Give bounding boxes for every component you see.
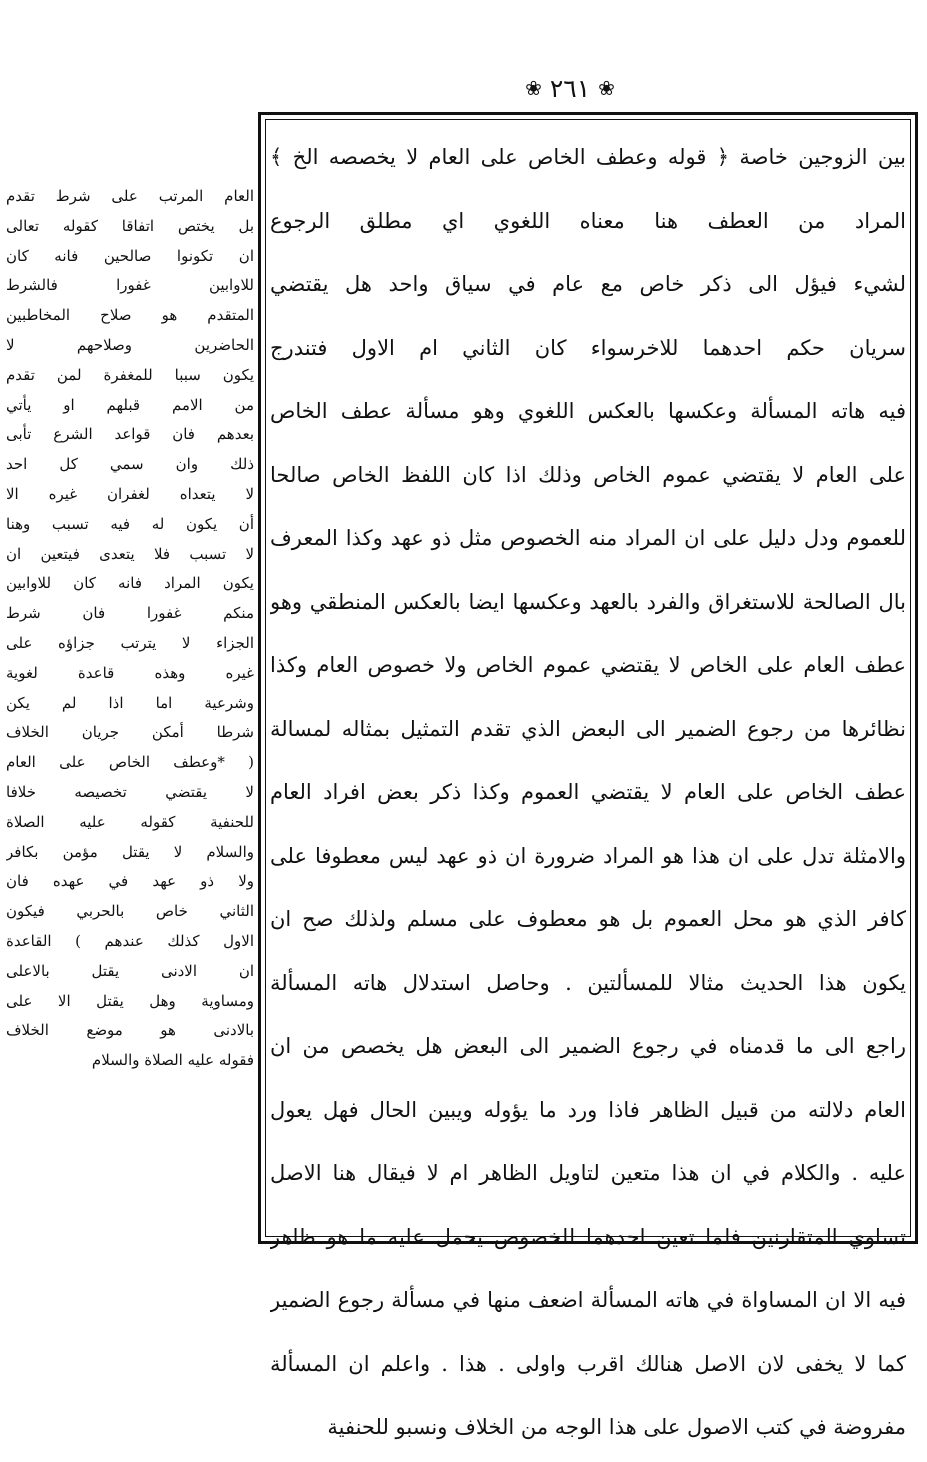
page-number-text: ٢٦١ [549,73,591,103]
main-text-line: بين الزوجين خاصة ﴿ قوله وعطف الخاص على العام لا يخصصه الخ ﴾ [270,145,906,169]
margin-text-line: وشرعية اما اذا لم يكن [6,693,254,712]
margin-text-line: الجزاء لا يترتب جزاؤه على [6,633,254,652]
margin-text-line: الحاضرين وصلاحهم لا [6,335,254,354]
main-text-line: راجع الى ما قدمناه في رجوع الضمير الى البعض هل يخصص من ان [270,1034,906,1058]
main-text-line: العام دلالته من قبيل الظاهر فاذا ورد ما يؤوله ويبين الحال فهل يعول [270,1097,906,1122]
page-number [490,68,650,108]
margin-text-line: أن يكون له فيه تسبب وهنا [6,514,254,533]
margin-text-line: ذلك وان سمي كل احد [6,455,254,474]
margin-text-line: ان الادنى يقتل بالاعلى [6,961,254,980]
margin-text-line: لا يتعداه لغفران غيره الا [6,484,254,503]
main-text-line: فيه الا ان المساواة في هاته المسألة اضعف منها في مسألة رجوع الضمير [270,1288,906,1312]
margin-text-line: بل يختص اتفاقا كقوله تعالى [6,216,254,235]
margin-commentary [6,182,254,1076]
margin-text-line: من الامم قبلهم او يأتي [6,395,254,414]
main-text-line: عطف العام على الخاص لا يقتضي عموم الخاص ولا خصوص العام وكذا [270,653,906,677]
margin-text-line: لا يقتضي تخصيصه خلافا [6,782,254,801]
main-text-line: المراد من العطف هنا معناه اللغوي اي مطلق الرجوع [270,208,906,233]
margin-text-line: منكم غفورا فان شرط [6,604,254,623]
margin-text-line: يكون سببا للمغفرة لمن تقدم [6,365,254,384]
main-text-line: سريان حكم احدهما للاخرسواء كان الثاني ام الاول فتندرج [270,335,906,360]
margin-text-line: ومساوية وهل يقتل الا على [6,991,254,1010]
main-text-line: مفروضة في كتب الاصول على هذا الوجه من الخلاف ونسبو للحنفية [327,1415,906,1439]
margin-text-line: الثاني خاص بالحربي فيكون [6,902,254,921]
margin-text-line: والسلام لا يقتل مؤمن بكافر [6,842,254,861]
margin-text-line: بعدهم فان قواعد الشرع تأبى [6,425,254,444]
main-text-line: فيه هاته المسألة وعكسها بالعكس اللغوي وهو مسألة عطف الخاص [270,399,906,423]
margin-text-line: يكون المراد فانه كان للاوابين [6,574,254,593]
margin-text-line: ولا ذو عهد في عهده فان [6,872,254,891]
margin-text-line: الاول كذلك عندهم ) القاعدة [6,931,254,950]
main-text-line: عليه . والكلام في ان هذا متعين لتاويل الظاهر ام لا فيقال هنا الاصل [270,1161,906,1185]
main-text-line: للعموم ودل دليل على ان المراد منه الخصوص مثل ذو عهد وكذا المعرف [270,526,906,550]
main-text-line: على العام لا يقتضي عموم الخاص وذلك اذا كان اللفظ الخاص صالحا [270,462,906,487]
main-text-line: عطف الخاص على العام لا يقتضي العموم وكذا ذكر بعض افراد العام [270,780,906,804]
margin-text-line: للحنفية كقوله عليه الصلاة [6,812,254,831]
main-text-line: نظائرها من رجوع الضمير الى البعض الذي تقدم التمثيل بمثاله لمسالة [270,716,906,741]
main-text-line: لشيء فيؤل الى ذكر خاص مع عام في سياق واحد هل يقتضي [270,272,906,296]
main-text-line: كما لا يخفى لان الاصل هنالك اقرب واولى . هذا . واعلم ان المسألة [270,1351,906,1376]
main-text-line: يكون هذا الحديث مثالا للمسألتين . وحاصل استدلال هاته المسألة [270,970,906,995]
main-text-line: كافر الذي هو محل العموم بل هو معطوف على مسلم ولذلك صح ان [270,907,906,931]
flower-ornament-icon: ❀ [525,76,542,100]
margin-text-line: للاوابين غفورا فالشرط [6,276,254,295]
margin-text-line: العام المرتب على شرط تقدم [6,187,254,205]
main-text-body [270,128,906,1462]
margin-text-line: لا تسبب فلا يتعدى فيتعين ان [6,544,254,563]
margin-text-line: غيره وهذه قاعدة لغوية [6,663,254,682]
flower-ornament-icon: ❀ [598,76,615,100]
margin-text-line: فقوله عليه الصلاة والسلام [91,1051,254,1070]
margin-text-line: ( *وعطف الخاص على العام [6,753,254,772]
margin-text-line: بالادنى هو موضع الخلاف [6,1021,254,1040]
margin-text-line: ان تكونوا صالحين فانه كان [6,246,254,265]
main-text-line: بال الصالحة للاستغراق والفرد بالعهد وعكسها ايضا بالعكس المنطقي وهو [270,589,906,614]
main-text-line: والامثلة تدل على ان هذا هو المراد ضرورة ان ذو عهد ليس معطوفا على [270,843,906,868]
main-text-line: تساوي المتقارنين فلما تعين احدهما للخصوص يحمل عليه ما هو ظاهر [270,1224,906,1249]
margin-text-line: المتقدم هو صلاح المخاطبين [6,306,254,325]
margin-text-line: شرطا أمكن جريان الخلاف [6,723,254,742]
